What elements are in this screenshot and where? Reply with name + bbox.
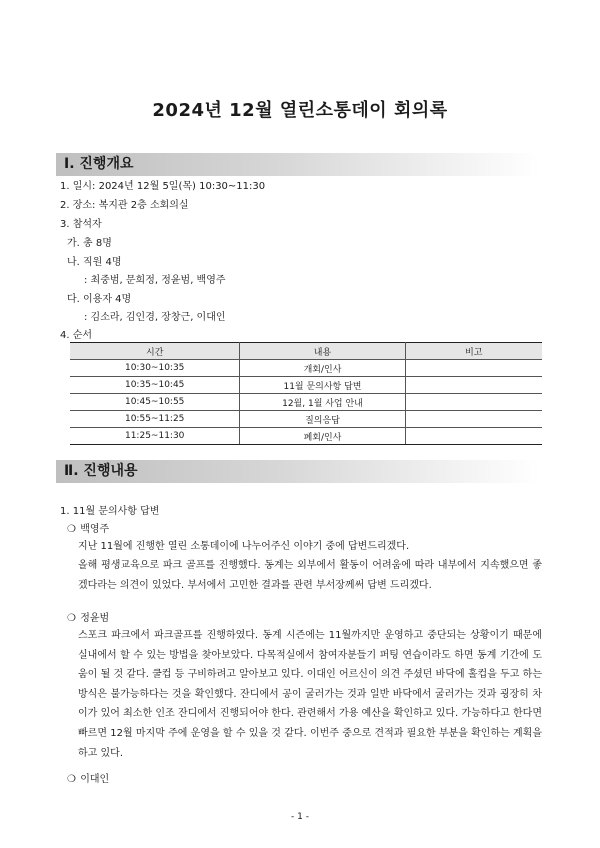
section-heading-overview: Ⅰ. 진행개요	[56, 153, 540, 176]
time-cell: 10:30~10:35	[70, 360, 240, 377]
circle-bullet-icon: ❍	[67, 524, 76, 535]
table-row	[70, 360, 542, 377]
schedule-table	[70, 342, 542, 445]
note-cell	[405, 360, 542, 377]
column-header-time: 시간	[70, 343, 240, 360]
time-cell: 10:45~10:55	[70, 394, 240, 411]
note-cell	[405, 377, 542, 394]
page-number: - 1 -	[291, 812, 309, 822]
speaker-name: 이대인	[80, 774, 110, 785]
item-place: 2. 장소: 복지관 2층 소회의실	[60, 200, 189, 211]
note-cell	[405, 394, 542, 411]
item-attendees: 3. 참석자	[60, 219, 102, 230]
speaker-heading	[67, 612, 109, 625]
table-row	[70, 394, 542, 411]
content-cell: 폐회/인사	[240, 428, 405, 445]
speaker-name: 백영주	[80, 524, 110, 535]
table-header-row	[70, 343, 542, 360]
item-date: 1. 일시: 2024년 12월 5일(목) 10:30~11:30	[60, 181, 266, 192]
content-cell: 개회/인사	[240, 360, 405, 377]
circle-bullet-icon: ❍	[67, 774, 76, 785]
speaker-paragraph: 지난 11월에 진행한 열린 소통데이에 나누어주신 이야기 중에 답변드리겠다.	[78, 541, 410, 552]
table-row	[70, 411, 542, 428]
item-november-answers: 1. 11월 문의사항 답변	[60, 506, 160, 517]
document-title: 2024년 12월 열린소통데이 회의록	[152, 100, 448, 121]
speaker-heading	[67, 773, 109, 786]
column-header-content: 내용	[240, 343, 405, 360]
note-cell	[405, 411, 542, 428]
time-cell: 10:55~11:25	[70, 411, 240, 428]
time-cell: 10:35~10:45	[70, 377, 240, 394]
speaker-paragraph: 스포크 파크에서 파크골프를 진행하였다. 동계 시즌에는 11월까지만 운영하고 중단되는 상황이기 때문에 실내에서 할 수 있는 방법을 찾아보았다. 다목적실에서 참여자분들기 퍼팅 연습이라도 하면 동계 기간에 도움이 될 것 같다. 쿨컵 등 구비하려고 알아보고 있다. 이대인 어르신이 의견 주셨던 바닥에 홀컵을 두고 하는 방식은 불가능하다는 것을 확인했다. 잔디에서 공이 굴러가는 것과 일반 바닥에서 굴러가는 것과 굉장히 차이가 있어 최소한 인조 잔디에서 진행되어야 한다. 관련해서 가용 예산을 확인하고 있다. 가능하다고 한다면 빠르면 12월 마지막 주에 운영을 할 수 있을 것 같다. 이번주 중으로 견적과 필요한 부분을 확인하는 계획을 하고 있다.	[78, 630, 542, 759]
content-cell: 12월, 1월 사업 안내	[240, 394, 405, 411]
table-row	[70, 428, 542, 445]
item-staff-names: : 최중범, 문희정, 정윤범, 백영주	[84, 275, 226, 286]
speaker-heading	[67, 523, 109, 536]
section-heading-proceedings: Ⅱ. 진행내용	[56, 460, 540, 483]
table-row	[70, 377, 542, 394]
item-total: 가. 총 8명	[67, 238, 112, 249]
note-cell	[405, 428, 542, 445]
speaker-name: 정윤범	[80, 613, 110, 624]
circle-bullet-icon: ❍	[67, 613, 76, 624]
content-cell: 11월 문의사항 답변	[240, 377, 405, 394]
time-cell: 11:25~11:30	[70, 428, 240, 445]
item-users: 다. 이용자 4명	[67, 294, 132, 305]
column-header-note: 비고	[405, 343, 542, 360]
item-order: 4. 순서	[60, 330, 93, 341]
content-cell: 질의응답	[240, 411, 405, 428]
item-staff: 나. 직원 4명	[67, 257, 122, 268]
item-user-names: : 김소라, 김인경, 장창근, 이대인	[84, 312, 226, 323]
speaker-paragraph: 올해 평생교육으로 파크 골프를 진행했다. 동계는 외부에서 활동이 어려움에 따라 내부에서 지속했으면 좋겠다라는 의견이 있었다. 부서에서 고민한 결과를 관련 부서장께써 답변 드리겠다.	[78, 560, 542, 591]
